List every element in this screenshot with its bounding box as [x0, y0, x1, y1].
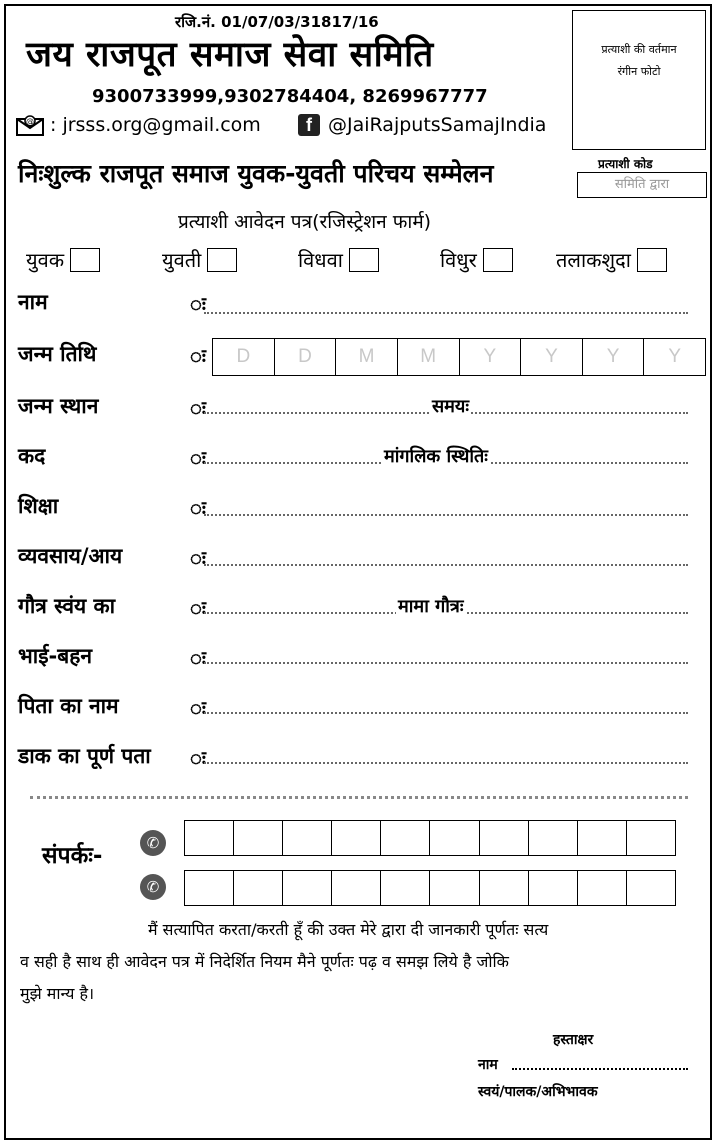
education-colon: ः: [190, 496, 206, 520]
father-name-colon: ः: [190, 696, 206, 720]
category-checkbox[interactable]: [637, 248, 667, 272]
education-label: शिक्षा: [18, 494, 59, 518]
phone-numbers: 9300733999,9302784404, 8269967777: [92, 86, 488, 107]
occupation-input[interactable]: [204, 564, 688, 566]
occupation-label: व्यवसाय/आय: [18, 544, 123, 568]
category-label: युवक: [26, 248, 65, 272]
category-label: तलाकशुदा: [556, 248, 631, 272]
address-colon: ः: [190, 746, 206, 770]
phone-digit[interactable]: [381, 821, 430, 855]
siblings-colon: ः: [190, 646, 206, 670]
phone-digit[interactable]: [578, 821, 627, 855]
declaration: [20, 914, 706, 1010]
dob-cell[interactable]: D: [213, 339, 275, 375]
category-vidhur: [440, 246, 513, 273]
declaration-line-2: व सही है साथ ही आवेदन पत्र में निदेर्शित नियम मैने पूर्णतः पढ़ व समझ लिये है जोकि: [20, 952, 509, 971]
dob-cell[interactable]: Y: [460, 339, 522, 375]
contact-phone-1[interactable]: [184, 820, 676, 856]
signature-name-input[interactable]: [512, 1068, 688, 1070]
phone-digit[interactable]: [185, 871, 234, 905]
category-talakshuda: [556, 246, 667, 273]
whatsapp-icon-glyph: ✆: [140, 874, 166, 900]
address-line-2[interactable]: [30, 796, 688, 799]
whatsapp-icon-glyph: ✆: [140, 830, 166, 856]
form-title: प्रत्याशी आवेदन पत्र(रजिस्ट्रेशन फार्म): [178, 211, 432, 233]
signature-name-label: नाम: [478, 1057, 498, 1073]
whatsapp-icon: [140, 874, 166, 900]
category-vidhva: [298, 246, 379, 273]
dob-input[interactable]: [212, 338, 706, 376]
dob-cell[interactable]: Y: [668, 346, 682, 367]
guardian-label: स्वयं/पालक/अभिभावक: [478, 1084, 598, 1100]
event-title: निःशुल्क राजपूत समाज युवक-युवती परिचय सम्मेलन: [18, 159, 494, 188]
birthplace-colon: ः: [190, 396, 206, 420]
category-label: युवती: [162, 248, 202, 272]
signature-label: हस्ताक्षर: [553, 1032, 594, 1048]
dob-label: जन्म तिथि: [18, 342, 97, 366]
category-row: [26, 246, 702, 276]
gotra-self-label: गौत्र स्वंय का: [18, 594, 116, 618]
registration-number: रजि.नं. 01/07/03/31817/16: [175, 13, 379, 31]
phone-digit[interactable]: [185, 821, 234, 855]
phone-digit[interactable]: [234, 821, 283, 855]
education-input[interactable]: [204, 514, 688, 516]
name-label: नाम: [18, 290, 48, 314]
photo-placeholder: [572, 10, 706, 150]
photo-text-line1: प्रत्याशी की वर्तमान: [601, 43, 677, 56]
category-label: विधवा: [298, 248, 343, 272]
phone-digit[interactable]: [529, 871, 578, 905]
organization-name: जय राजपूत समाज सेवा समिति: [26, 35, 434, 75]
name-input[interactable]: [204, 312, 688, 314]
declaration-text-1: मैं सत्यापित करता/करती हूँ की उक्त मेरे द्वारा दी जानकारी पूर्णतः सत्य: [148, 920, 549, 939]
siblings-input[interactable]: [204, 662, 688, 664]
contact-label: संपर्कः-: [42, 843, 103, 869]
phone-digit[interactable]: [480, 871, 529, 905]
phone-digit[interactable]: [627, 871, 675, 905]
phone-digit[interactable]: [283, 821, 332, 855]
dob-cell[interactable]: M: [336, 339, 398, 375]
facebook-icon: f: [298, 114, 320, 136]
email-icon: [16, 114, 44, 136]
address-input[interactable]: [204, 762, 688, 764]
siblings-label: भाई-बहन: [18, 644, 93, 668]
email-address[interactable]: : jrsss.org@gmail.com: [50, 114, 261, 136]
candidate-code-field[interactable]: समिति द्वारा: [577, 172, 707, 198]
phone-digit[interactable]: [430, 821, 479, 855]
dob-colon: ः: [190, 344, 206, 368]
dob-cell[interactable]: M: [398, 339, 460, 375]
photo-text-line2: रंगीन फोटो: [617, 65, 661, 78]
phone-digit[interactable]: [332, 821, 381, 855]
phone-digit[interactable]: [480, 821, 529, 855]
dob-cell[interactable]: Y: [521, 339, 583, 375]
category-checkbox[interactable]: [207, 248, 237, 272]
phone-digit[interactable]: [381, 871, 430, 905]
manglik-label: मांगलिक स्थितिः: [384, 446, 488, 467]
category-yuvak: [26, 246, 100, 273]
height-label: कद: [18, 444, 46, 468]
contact-phone-2[interactable]: [184, 870, 676, 906]
occupation-colon: ः: [190, 546, 206, 570]
category-checkbox[interactable]: [349, 248, 379, 272]
phone-digit[interactable]: [578, 871, 627, 905]
category-label: विधुर: [440, 248, 477, 272]
category-yuvati: [162, 246, 237, 273]
dob-cell[interactable]: Y: [583, 339, 645, 375]
father-name-input[interactable]: [204, 712, 688, 714]
phone-digit[interactable]: [283, 871, 332, 905]
dob-cell[interactable]: D: [275, 339, 337, 375]
birth-time-label: समयः: [432, 396, 470, 417]
birthplace-label: जन्म स्थान: [18, 394, 99, 418]
gotra-mama-label: मामा गौत्रः: [398, 596, 464, 617]
phone-digit[interactable]: [430, 871, 479, 905]
phone-digit[interactable]: [332, 871, 381, 905]
facebook-row: [298, 114, 546, 136]
candidate-code-label: प्रत्याशी कोड: [598, 157, 653, 171]
height-colon: ः: [190, 446, 206, 470]
whatsapp-icon: [140, 830, 166, 856]
declaration-line-1: [20, 914, 706, 946]
facebook-handle[interactable]: @JaiRajputsSamajIndia: [328, 114, 547, 136]
category-checkbox[interactable]: [70, 248, 100, 272]
category-checkbox[interactable]: [483, 248, 513, 272]
gotra-colon: ः: [190, 596, 206, 620]
phone-digit[interactable]: [627, 821, 675, 855]
declaration-line-3: मुझे मान्य है।: [20, 984, 95, 1003]
email-row: [16, 114, 261, 136]
phone-digit[interactable]: [234, 871, 283, 905]
address-label: डाक का पूर्ण पता: [18, 744, 151, 768]
phone-digit[interactable]: [529, 821, 578, 855]
svg-text:@: @: [26, 117, 34, 126]
name-colon: ः: [190, 292, 206, 316]
father-name-label: पिता का नाम: [18, 694, 119, 718]
